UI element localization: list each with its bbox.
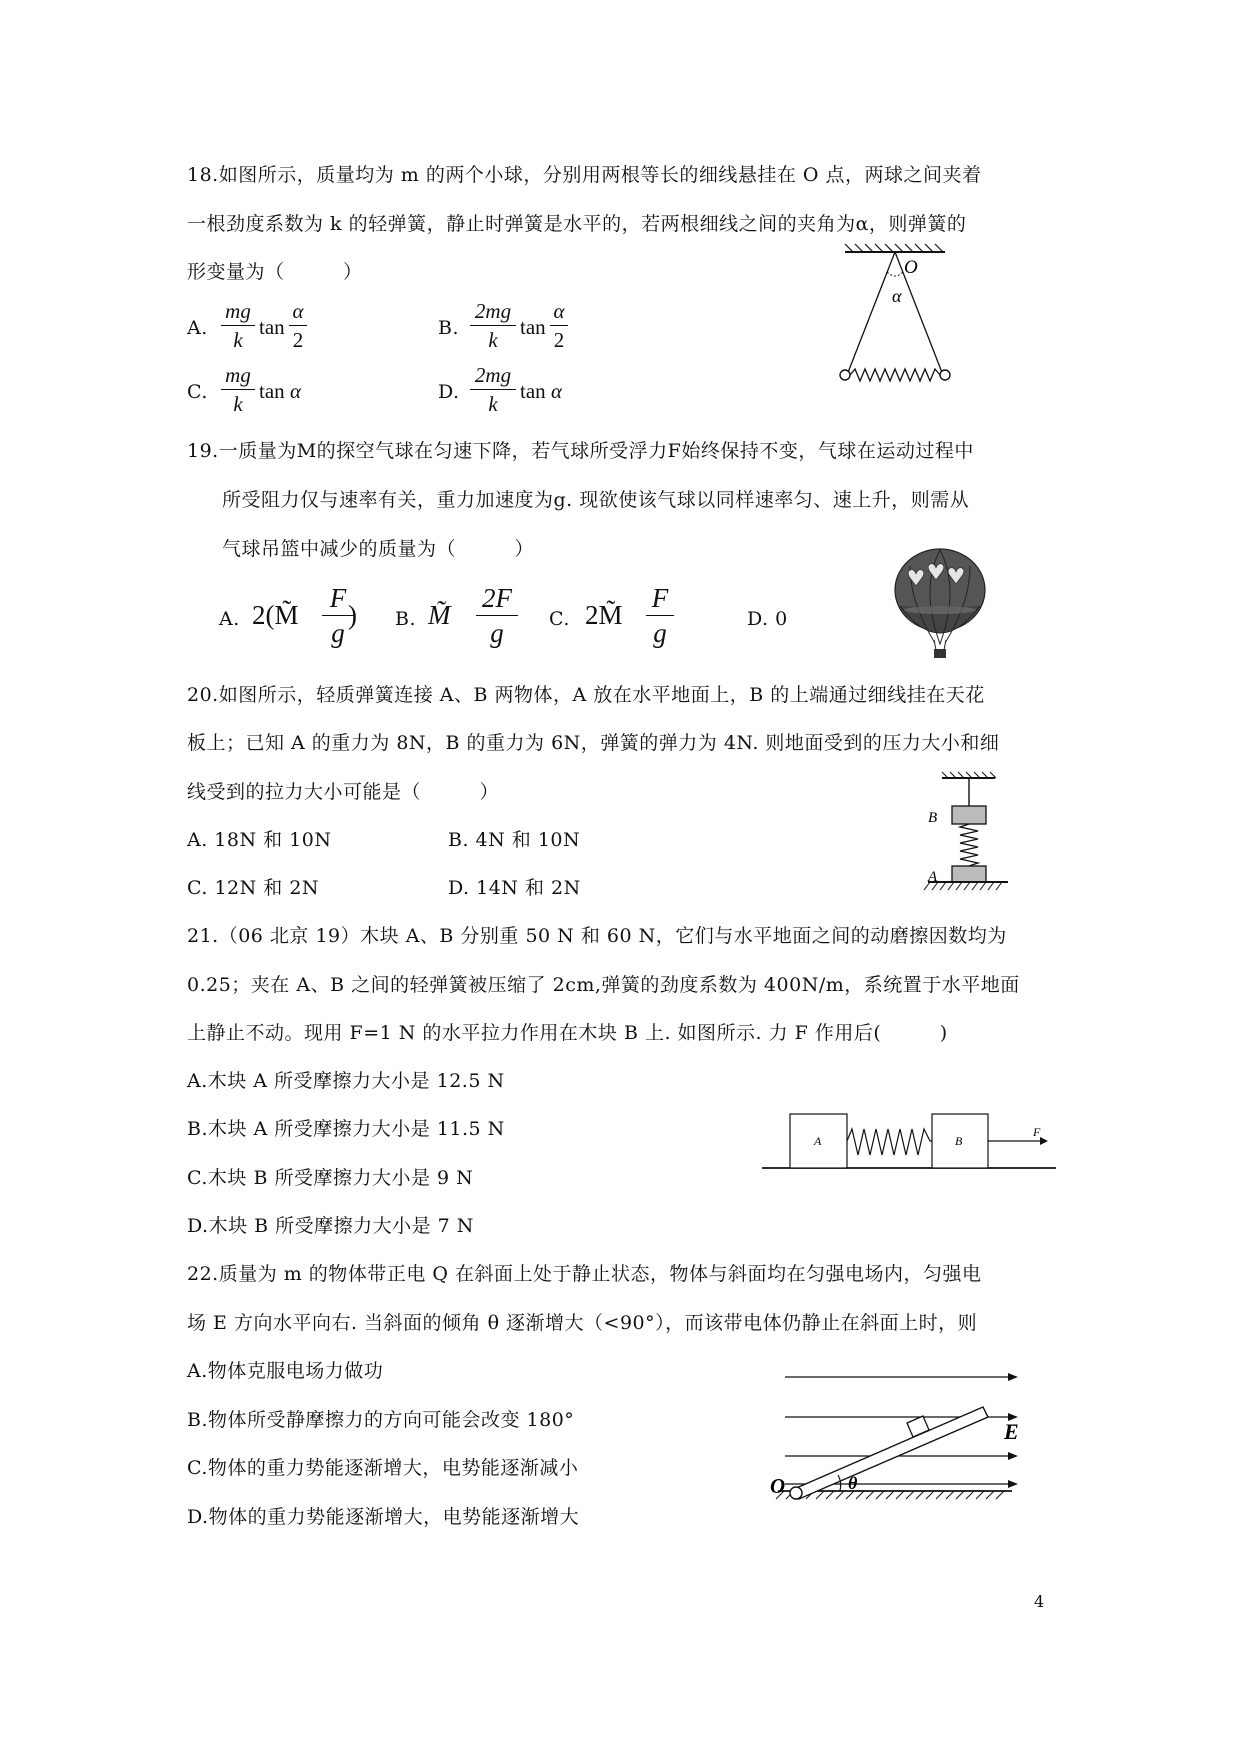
q18-option-c-alpha: α — [290, 379, 302, 403]
q22-option-b: B.物体所受静摩擦力的方向可能会改变 180° — [187, 1409, 575, 1431]
q22-figure-label-e: E — [1004, 1419, 1019, 1444]
q18-option-d-tan: tan — [520, 379, 546, 403]
q22-option-d: D.物体的重力势能逐渐增大，电势能逐渐增大 — [187, 1506, 580, 1528]
q22-figure-label-theta: θ — [848, 1473, 858, 1493]
q18-figure-label-o: O — [904, 257, 918, 278]
q20-line2: 板上；已知 A 的重力为 8N，B 的重力为 6N，弹簧的弹力为 4N. 则地面受到的压力大小和细 — [187, 732, 1000, 754]
q18-figure-spring-pendulum — [830, 240, 970, 395]
q19-line2: 所受阻力仅与速率有关，重力加速度为g. 现欲使该气球以同样速率匀、速上升，则需从 — [222, 489, 970, 511]
q21-line3: 上静止不动。现用 F=1 N 的水平拉力作用在木块 B 上. 如图所示. 力 F 作用后( ) — [187, 1022, 948, 1044]
q19-line1: 19.一质量为M的探空气球在匀速下降，若气球所受浮力F始终保持不变，气球在运动过程中 — [187, 440, 974, 462]
q20-line1: 20.如图所示，轻质弹簧连接 A、B 两物体，A 放在水平地面上，B 的上端通过细线挂在天花 — [187, 684, 985, 706]
q19-option-b-prefix: M̃ — [428, 600, 451, 630]
q21-line1: 21.（06 北京 19）木块 A、B 分别重 50 N 和 60 N，它们与水平地面之间的动磨擦因数均为 — [187, 925, 1007, 947]
q19-option-a-close: ) — [348, 600, 357, 630]
q19-option-d: D. 0 — [747, 608, 788, 630]
q21-option-a: A.木块 A 所受摩擦力大小是 12.5 N — [187, 1070, 505, 1092]
q18-option-b-tan: tan — [520, 315, 546, 339]
q18-option-c-fraction: mg k — [221, 362, 255, 417]
q20-option-a: A. 18N 和 10N — [187, 829, 332, 851]
q20-figure-label-b: B — [928, 810, 938, 826]
q18-option-b-fraction: 2mg k — [470, 298, 516, 353]
q18-option-a-fraction: mg k — [221, 298, 255, 353]
q18-option-a-label: A. — [187, 317, 208, 339]
q18-line1: 18.如图所示，质量均为 m 的两个小球，分别用两根等长的细线悬挂在 O 点，两球之间夹着 — [187, 164, 982, 186]
q21-option-d: D.木块 B 所受摩擦力大小是 7 N — [187, 1215, 474, 1237]
q18-option-b-label: B. — [438, 317, 460, 339]
q20-option-c: C. 12N 和 2N — [187, 877, 320, 899]
q18-option-b-half-angle: α 2 — [550, 298, 568, 353]
q20-option-d: D. 14N 和 2N — [448, 877, 581, 899]
q18-figure-label-alpha: α — [892, 286, 902, 306]
q21-option-b: B.木块 A 所受摩擦力大小是 11.5 N — [187, 1118, 505, 1140]
q19-option-c-fraction: F g — [646, 582, 674, 649]
q18-option-d-alpha: α — [551, 379, 563, 403]
q20-option-b: B. 4N 和 10N — [448, 829, 581, 851]
q18-line3: 形变量为（ ） — [187, 261, 363, 283]
q22-line1: 22.质量为 m 的物体带正电 Q 在斜面上处于静止状态，物体与斜面均在匀强电场内，匀强电 — [187, 1263, 982, 1285]
q22-figure-incline-electric-field — [770, 1365, 1040, 1505]
q18-line2: 一根劲度系数为 k 的轻弹簧，静止时弹簧是水平的，若两根细线之间的夹角为α，则弹簧的 — [187, 213, 967, 235]
page-number: 4 — [1034, 1592, 1045, 1611]
q18-option-a-tan: tan — [259, 315, 285, 339]
q19-option-a-prefix: 2(M̃ — [252, 600, 299, 630]
q18-option-c-tan: tan — [259, 379, 285, 403]
q22-option-a: A.物体克服电场力做功 — [187, 1360, 384, 1382]
q19-option-a-label: A. — [219, 608, 240, 630]
q20-line3: 线受到的拉力大小可能是（ ） — [187, 781, 500, 803]
q18-option-d-fraction: 2mg k — [470, 362, 516, 417]
q19-option-c-label: C. — [549, 608, 570, 630]
q21-option-c: C.木块 B 所受摩擦力大小是 9 N — [187, 1167, 474, 1189]
q19-option-a-fraction: F g — [322, 582, 354, 649]
q19-option-b-label: B. — [395, 608, 417, 630]
q22-option-c: C.物体的重力势能逐渐增大，电势能逐渐减小 — [187, 1457, 579, 1479]
q18-option-a-half-angle: α 2 — [289, 298, 307, 353]
q18-option-d-label: D. — [438, 381, 460, 403]
q21-figure-blocks-spring-force — [762, 1100, 1058, 1174]
q22-figure-label-o: O — [770, 1474, 786, 1498]
q18-option-c-label: C. — [187, 381, 208, 403]
q19-figure-hot-air-balloon — [890, 548, 990, 660]
q20-figure-label-a: A — [928, 869, 938, 885]
q21-figure-label-b: B — [955, 1134, 963, 1148]
q19-option-b-fraction: 2F g — [476, 582, 518, 649]
q22-line2: 场 E 方向水平向右. 当斜面的倾角 θ 逐渐增大（<90°），而该带电体仍静止在斜面上时，则 — [187, 1312, 978, 1334]
q21-figure-label-a: A — [814, 1134, 822, 1148]
q21-line2: 0.25；夹在 A、B 之间的轻弹簧被压缩了 2cm,弹簧的劲度系数为 400N/m，系统置于水平地面 — [187, 974, 1020, 996]
q21-figure-label-f: F — [1033, 1125, 1041, 1139]
q20-figure-spring-blocks — [920, 770, 1010, 898]
q19-option-c-prefix: 2M̃ — [585, 600, 623, 630]
q19-line3: 气球吊篮中减少的质量为（ ） — [222, 538, 535, 560]
